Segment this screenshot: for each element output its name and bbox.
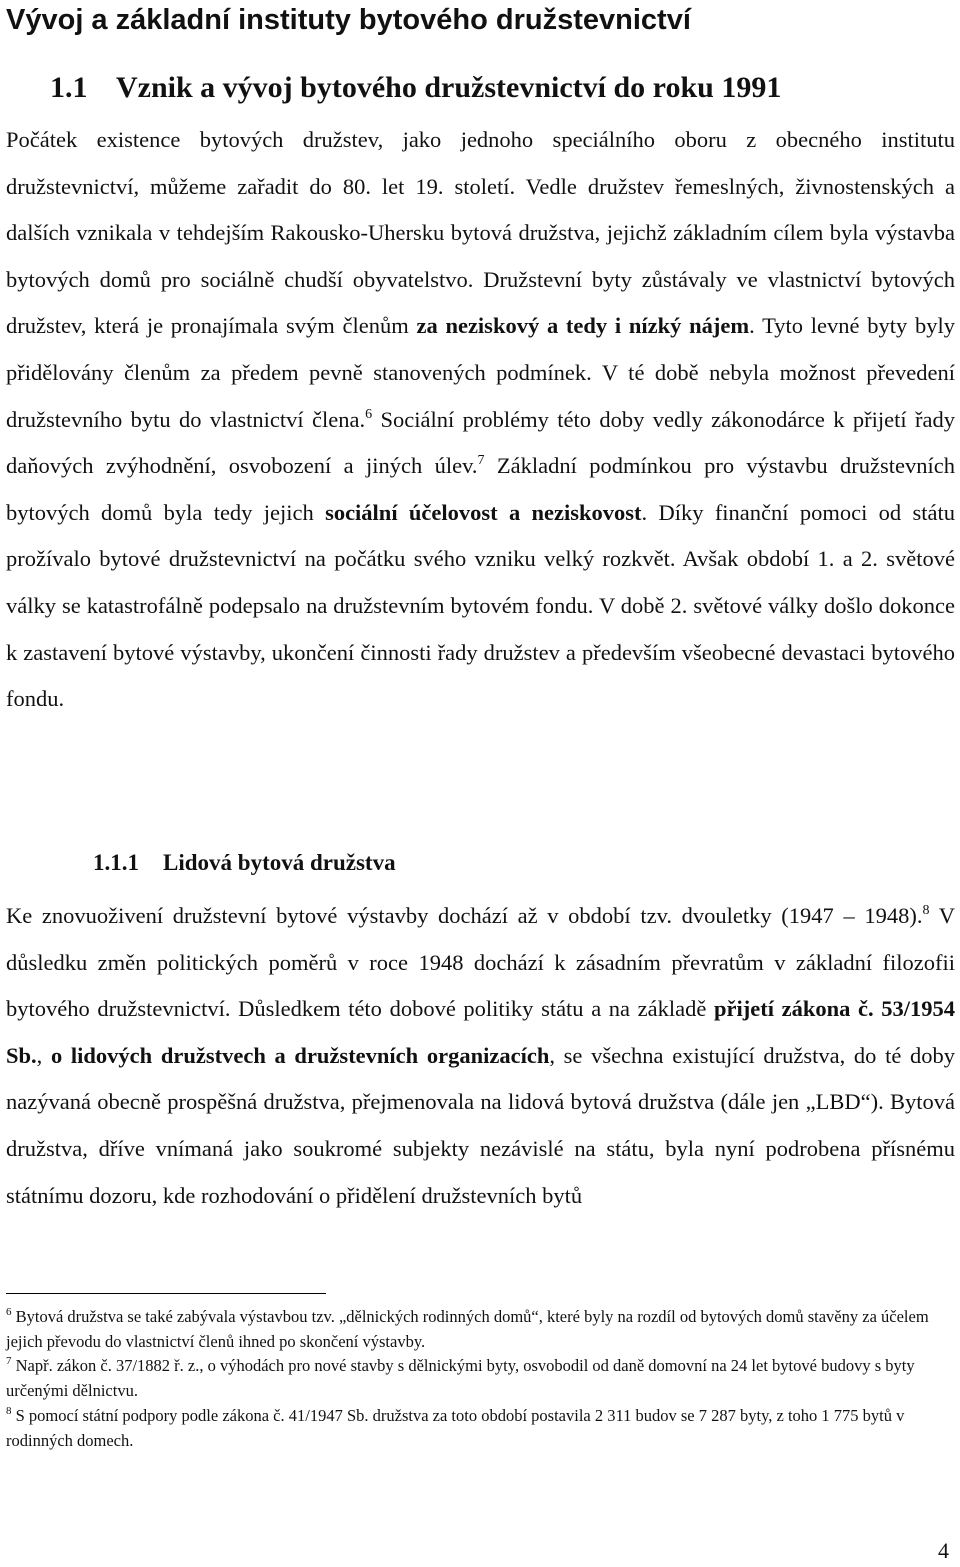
- paragraph-2: [6, 893, 955, 1219]
- paragraph-text: Počátek existence bytových družstev, jako jednoho speciálního oboru z obecného institutu družstevnictví, můžeme zařadit do 80. let 19. století. Vedle družstev řemeslných, živnostenských a dalších vznikala v tehdejším Rakousko-Uhersku bytová družstva, jejichž základním cílem byla výstavba bytových domů pro sociálně chudší obyvatelstvo. Družstevní byty zůstávaly ve vlastnictví bytových družstev, která je pronajímala svým členům: [6, 127, 955, 339]
- paragraph-text: , se všechna existující družstva, do té doby nazývaná obecně prospěšná družstva, přejmenovala na lidová bytová družstva (dále jen „LBD“). Bytová družstva, dříve vnímaná jako soukromé subjekty nezávislé na státu, byla nyní podrobena přísnému státnímu dozoru, kde rozhodování o přidělení družstevních bytů: [6, 1042, 956, 1208]
- footnote-ref[interactable]: 7: [477, 453, 485, 469]
- paragraph-text: . Díky finanční pomoci od státu prožívalo bytové družstevnictví na počátku svého vzniku velký rozkvět. Avšak období 1. a 2. světové války se katastrofálně podepsalo na družstevním bytovém fondu. V době 2. světové války došlo dokonce k zastavení bytové výstavby, ukončení činnosti řady družstev a především všeobecné devastaci bytového fondu.: [6, 499, 955, 712]
- bold-phrase: přijetí zákona č. 53/1954 Sb.: [6, 996, 956, 1068]
- footnote-text: S pomocí státní podpory podle zákona č. 41/1947 Sb. družstva za toto období postavila 2 311 budov se 7 287 byty, z toho 1 775 bytů v rodinných domech.: [6, 1406, 905, 1450]
- footnote-separator: [6, 1293, 326, 1294]
- paragraph-text: ,: [36, 1042, 51, 1068]
- chapter-title: Vývoj a základní instituty bytového družstevnictví: [6, 4, 691, 36]
- footnote-number: 6: [6, 1306, 12, 1318]
- footnote-text: Bytová družstva se také zabývala výstavbou tzv. „dělnických rodinných domů“, které byly na rozdíl od bytových domů stavěny za účelem jejich převodu do vlastnictví členů ihned po skončení výstavby.: [6, 1307, 929, 1351]
- subsection-number: 1.1.1: [93, 850, 139, 875]
- bold-phrase: za neziskový a tedy i nízký nájem: [416, 313, 750, 339]
- footnote-number: 7: [6, 1355, 12, 1367]
- paragraph-text: V důsledku změn politických poměrů v roce 1948 dochází k zásadním převratům v základní filozofii bytového družstevnictví. Důsledkem této dobové politiky státu a na základě: [6, 903, 956, 1022]
- footnote-8: [6, 1404, 956, 1453]
- subsection-title: Lidová bytová družstva: [163, 850, 396, 875]
- footnote-ref[interactable]: 6: [365, 406, 373, 422]
- section-title: Vznik a vývoj bytového družstevnictví do roku 1991: [116, 71, 782, 104]
- footnote-text: Např. zákon č. 37/1882 ř. z., o výhodách pro nové stavby s dělnickými byty, osvobodil od daně domovní na 24 let bytové budovy s byty určenými dělnictvu.: [6, 1356, 915, 1400]
- footnote-6: [6, 1305, 956, 1354]
- paragraph-text: Základní podmínkou pro výstavbu družstevních bytových domů byla tedy jejich: [6, 453, 956, 525]
- bold-phrase: sociální účelovost a neziskovost: [325, 499, 642, 525]
- footnote-ref[interactable]: 8: [922, 903, 930, 918]
- page-number: 4: [938, 1538, 949, 1563]
- section-number: 1.1: [50, 71, 88, 104]
- bold-phrase: o lidových družstvech a družstevních organizacích: [50, 1042, 550, 1068]
- paragraph-text: . Tyto levné byty byly přidělovány členům za předem pevně stanovených podmínek. V té době nebyla možnost převedení družstevního bytu do vlastnictví člena.: [6, 313, 955, 432]
- section-heading: [50, 70, 781, 106]
- subsection-heading: [93, 846, 396, 880]
- footnote-number: 8: [6, 1405, 12, 1417]
- footnote-7: [6, 1354, 956, 1403]
- paragraph-1: [6, 117, 955, 723]
- paragraph-text: Ke znovuoživení družstevní bytové výstavby dochází až v období tzv. dvouletky (1947 – 1948).: [6, 903, 923, 928]
- paragraph-text: Sociální problémy této doby vedly zákonodárce k přijetí řady daňových zvýhodnění, osvobození a jiných úlev.: [6, 406, 955, 479]
